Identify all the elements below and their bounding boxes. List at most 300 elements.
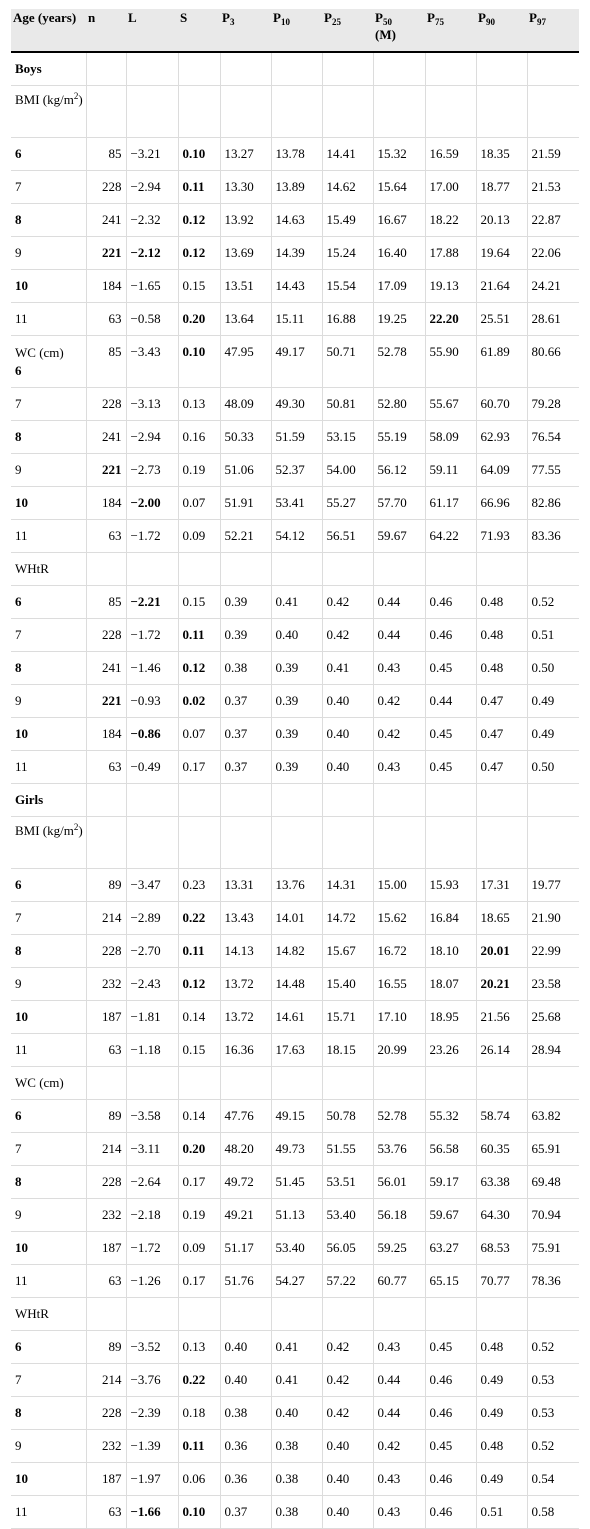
cell-p3: 49.21 <box>220 1198 271 1231</box>
cell-n: 63 <box>86 750 126 783</box>
cell-l: −2.70 <box>126 934 178 967</box>
cell-p25: 53.40 <box>322 1198 373 1231</box>
empty-cell <box>527 783 579 816</box>
cell-s: 0.17 <box>178 750 220 783</box>
cell-n: 89 <box>86 1099 126 1132</box>
cell-p75: 18.22 <box>425 203 476 236</box>
cell-n: 241 <box>86 651 126 684</box>
cell-l: −2.43 <box>126 967 178 1000</box>
cell-l: −1.66 <box>126 1495 178 1528</box>
empty-cell <box>86 783 126 816</box>
cell-l: −2.39 <box>126 1396 178 1429</box>
table-row <box>11 1165 579 1198</box>
cell-p90: 26.14 <box>476 1033 527 1066</box>
cell-p10: 0.39 <box>271 750 322 783</box>
cell-n: 89 <box>86 1330 126 1363</box>
cell-p90: 18.35 <box>476 137 527 170</box>
cell-p97: 0.54 <box>527 1462 579 1495</box>
empty-cell <box>322 552 373 585</box>
cell-p3: 13.72 <box>220 967 271 1000</box>
cell-p90: 68.53 <box>476 1231 527 1264</box>
cell-p25: 15.40 <box>322 967 373 1000</box>
cell-p3: 51.17 <box>220 1231 271 1264</box>
empty-cell <box>220 816 271 868</box>
cell-n: 228 <box>86 1396 126 1429</box>
cell-p25: 0.41 <box>322 651 373 684</box>
cell-s: 0.20 <box>178 302 220 335</box>
cell-p10: 0.41 <box>271 1330 322 1363</box>
cell-p97: 28.94 <box>527 1033 579 1066</box>
empty-cell <box>86 52 126 85</box>
cell-s: 0.20 <box>178 1132 220 1165</box>
cell-l: −2.18 <box>126 1198 178 1231</box>
age-cell: 8 <box>11 203 86 236</box>
cell-p75: 0.45 <box>425 651 476 684</box>
measure-label: BMI $(kg/m^2)$ <box>11 85 86 137</box>
cell-p10: 51.45 <box>271 1165 322 1198</box>
cell-n: 85 <box>86 137 126 170</box>
cell-l: −1.26 <box>126 1264 178 1297</box>
empty-cell <box>126 85 178 137</box>
cell-p90: 70.77 <box>476 1264 527 1297</box>
age-cell: 11 <box>11 1495 86 1528</box>
cell-s: 0.14 <box>178 1000 220 1033</box>
cell-p10: 0.38 <box>271 1462 322 1495</box>
cell-n: 232 <box>86 1198 126 1231</box>
cell-l: −2.00 <box>126 486 178 519</box>
cell-p90: 60.70 <box>476 387 527 420</box>
age-cell: 7 <box>11 1363 86 1396</box>
empty-cell <box>86 552 126 585</box>
cell-p75: 23.26 <box>425 1033 476 1066</box>
cell-p90: 58.74 <box>476 1099 527 1132</box>
cell-p3: 51.06 <box>220 453 271 486</box>
cell-p75: 0.44 <box>425 684 476 717</box>
table-row <box>11 1330 579 1363</box>
empty-cell <box>322 783 373 816</box>
table-row <box>11 453 579 486</box>
cell-p97: 24.21 <box>527 269 579 302</box>
cell-p90: 19.64 <box>476 236 527 269</box>
cell-p25: 15.71 <box>322 1000 373 1033</box>
cell-p97: 70.94 <box>527 1198 579 1231</box>
age-cell: 10 <box>11 717 86 750</box>
cell-l: −2.32 <box>126 203 178 236</box>
section-heading: Girls <box>11 783 86 816</box>
header-p97: $P_{97}$ <box>527 9 579 52</box>
cell-n: 228 <box>86 618 126 651</box>
empty-cell <box>220 85 271 137</box>
empty-cell <box>178 85 220 137</box>
cell-s: 0.09 <box>178 519 220 552</box>
cell-s: 0.11 <box>178 934 220 967</box>
cell-p75: 63.27 <box>425 1231 476 1264</box>
cell-s: 0.22 <box>178 1363 220 1396</box>
cell-p50: 15.64 <box>373 170 425 203</box>
cell-p50: 15.32 <box>373 137 425 170</box>
cell-p3: 13.31 <box>220 868 271 901</box>
age-cell: 8 <box>11 1396 86 1429</box>
cell-p3: 0.36 <box>220 1429 271 1462</box>
cell-p97: 82.86 <box>527 486 579 519</box>
cell-s: 0.22 <box>178 901 220 934</box>
cell-p25: 18.15 <box>322 1033 373 1066</box>
empty-cell <box>425 1066 476 1099</box>
cell-p3: 13.64 <box>220 302 271 335</box>
cell-p10: 17.63 <box>271 1033 322 1066</box>
table-row <box>11 302 579 335</box>
age-cell: 6 <box>11 868 86 901</box>
table-row <box>11 750 579 783</box>
cell-p25: 0.42 <box>322 1330 373 1363</box>
cell-p10: 49.30 <box>271 387 322 420</box>
cell-p50: 59.25 <box>373 1231 425 1264</box>
cell-s: 0.07 <box>178 717 220 750</box>
cell-p25: 0.40 <box>322 750 373 783</box>
cell-p3: 49.72 <box>220 1165 271 1198</box>
cell-p10: 51.59 <box>271 420 322 453</box>
cell-p97: 23.58 <box>527 967 579 1000</box>
empty-cell <box>86 816 126 868</box>
table-row <box>11 236 579 269</box>
empty-cell <box>322 816 373 868</box>
cell-p10: 54.12 <box>271 519 322 552</box>
cell-s: 0.10 <box>178 1495 220 1528</box>
cell-p90: 60.35 <box>476 1132 527 1165</box>
empty-cell <box>178 1066 220 1099</box>
cell-n: 89 <box>86 868 126 901</box>
cell-p75: 0.46 <box>425 1495 476 1528</box>
cell-s: 0.11 <box>178 170 220 203</box>
empty-cell <box>425 552 476 585</box>
cell-p75: 0.45 <box>425 1330 476 1363</box>
cell-p90: 0.49 <box>476 1396 527 1429</box>
cell-p75: 18.10 <box>425 934 476 967</box>
header-L: L <box>126 9 178 52</box>
cell-p10: 53.40 <box>271 1231 322 1264</box>
cell-p90: 63.38 <box>476 1165 527 1198</box>
cell-l: −0.49 <box>126 750 178 783</box>
cell-n: 228 <box>86 387 126 420</box>
cell-p10: 0.40 <box>271 1396 322 1429</box>
cell-p97: 80.66 <box>527 335 579 387</box>
table-row <box>11 651 579 684</box>
cell-p3: 48.09 <box>220 387 271 420</box>
table-row <box>11 1429 579 1462</box>
empty-cell <box>476 783 527 816</box>
cell-l: −3.76 <box>126 1363 178 1396</box>
cell-p50: 59.67 <box>373 519 425 552</box>
cell-p97: 65.91 <box>527 1132 579 1165</box>
cell-p75: 0.45 <box>425 717 476 750</box>
bmi-label-row <box>11 85 579 137</box>
cell-p10: 15.11 <box>271 302 322 335</box>
empty-cell <box>220 1066 271 1099</box>
empty-cell <box>126 1297 178 1330</box>
measure-label: WHtR <box>11 1297 86 1330</box>
cell-p75: 59.67 <box>425 1198 476 1231</box>
cell-p50: 16.55 <box>373 967 425 1000</box>
empty-cell <box>373 1066 425 1099</box>
cell-p25: 0.40 <box>322 1429 373 1462</box>
cell-p10: 13.89 <box>271 170 322 203</box>
age-cell: 11 <box>11 750 86 783</box>
cell-p97: 0.49 <box>527 717 579 750</box>
cell-l: −2.94 <box>126 420 178 453</box>
table-row <box>11 967 579 1000</box>
table-row <box>11 901 579 934</box>
cell-s: 0.16 <box>178 420 220 453</box>
age-cell: 7 <box>11 387 86 420</box>
cell-p97: 69.48 <box>527 1165 579 1198</box>
cell-p50: 0.43 <box>373 1330 425 1363</box>
cell-p50: 56.01 <box>373 1165 425 1198</box>
empty-cell <box>322 85 373 137</box>
cell-p25: 16.88 <box>322 302 373 335</box>
table-row <box>11 203 579 236</box>
cell-p10: 0.38 <box>271 1429 322 1462</box>
cell-s: 0.23 <box>178 868 220 901</box>
cell-p90: 20.21 <box>476 967 527 1000</box>
cell-p75: 0.46 <box>425 1363 476 1396</box>
cell-s: 0.19 <box>178 1198 220 1231</box>
cell-p50: 0.42 <box>373 1429 425 1462</box>
table-row <box>11 137 579 170</box>
table-row <box>11 868 579 901</box>
cell-p50: 57.70 <box>373 486 425 519</box>
empty-cell <box>476 1297 527 1330</box>
cell-p97: 0.50 <box>527 750 579 783</box>
cell-p75: 56.58 <box>425 1132 476 1165</box>
cell-p10: 14.39 <box>271 236 322 269</box>
table-row <box>11 486 579 519</box>
cell-n: 214 <box>86 901 126 934</box>
cell-p25: 15.67 <box>322 934 373 967</box>
cell-p97: 75.91 <box>527 1231 579 1264</box>
cell-p25: 50.81 <box>322 387 373 420</box>
table-row <box>11 1462 579 1495</box>
age-cell: 9 <box>11 236 86 269</box>
cell-p25: 14.72 <box>322 901 373 934</box>
cell-s: 0.12 <box>178 236 220 269</box>
cell-p90: 17.31 <box>476 868 527 901</box>
cell-p10: 49.15 <box>271 1099 322 1132</box>
cell-p10: 52.37 <box>271 453 322 486</box>
cell-n: 187 <box>86 1462 126 1495</box>
cell-p10: 13.76 <box>271 868 322 901</box>
age-cell: 9 <box>11 684 86 717</box>
cell-n: 221 <box>86 236 126 269</box>
cell-n: 221 <box>86 453 126 486</box>
bmi-label-row <box>11 816 579 868</box>
cell-l: −3.58 <box>126 1099 178 1132</box>
cell-s: 0.02 <box>178 684 220 717</box>
cell-p50: 15.00 <box>373 868 425 901</box>
cell-l: −2.94 <box>126 170 178 203</box>
cell-p25: 56.51 <box>322 519 373 552</box>
empty-cell <box>373 816 425 868</box>
cell-p50: 0.43 <box>373 651 425 684</box>
empty-cell <box>373 552 425 585</box>
empty-cell <box>527 552 579 585</box>
cell-n: 184 <box>86 717 126 750</box>
cell-p25: 15.49 <box>322 203 373 236</box>
cell-n: 187 <box>86 1000 126 1033</box>
cell-p50: 19.25 <box>373 302 425 335</box>
cell-p25: 0.40 <box>322 1495 373 1528</box>
cell-p3: 0.37 <box>220 684 271 717</box>
cell-p50: 60.77 <box>373 1264 425 1297</box>
cell-p75: 61.17 <box>425 486 476 519</box>
empty-cell <box>271 85 322 137</box>
cell-p10: 0.41 <box>271 1363 322 1396</box>
cell-l: −1.97 <box>126 1462 178 1495</box>
cell-p75: 59.11 <box>425 453 476 486</box>
table-row <box>11 684 579 717</box>
cell-l: −0.86 <box>126 717 178 750</box>
cell-p75: 0.46 <box>425 585 476 618</box>
age-cell: 8 <box>11 934 86 967</box>
cell-p90: 18.65 <box>476 901 527 934</box>
age-cell: 10 <box>11 1462 86 1495</box>
cell-p90: 18.77 <box>476 170 527 203</box>
cell-p25: 55.27 <box>322 486 373 519</box>
cell-p25: 54.00 <box>322 453 373 486</box>
cell-s: 0.19 <box>178 453 220 486</box>
cell-p3: 0.38 <box>220 1396 271 1429</box>
age-cell: 11 <box>11 519 86 552</box>
cell-p25: 56.05 <box>322 1231 373 1264</box>
cell-n: 85 <box>86 585 126 618</box>
cell-p10: 0.39 <box>271 717 322 750</box>
cell-p3: 13.72 <box>220 1000 271 1033</box>
cell-p90: 20.13 <box>476 203 527 236</box>
cell-p97: 22.87 <box>527 203 579 236</box>
age-cell: 8 <box>11 420 86 453</box>
cell-p50: 0.43 <box>373 1462 425 1495</box>
empty-cell <box>476 1066 527 1099</box>
table-row <box>11 1264 579 1297</box>
cell-p3: 48.20 <box>220 1132 271 1165</box>
cell-p25: 15.24 <box>322 236 373 269</box>
cell-p25: 14.41 <box>322 137 373 170</box>
empty-cell <box>178 1297 220 1330</box>
cell-p90: 0.48 <box>476 651 527 684</box>
cell-s: 0.10 <box>178 137 220 170</box>
whtr-label-row <box>11 1297 579 1330</box>
cell-p50: 56.12 <box>373 453 425 486</box>
cell-p97: 21.59 <box>527 137 579 170</box>
cell-p90: 0.49 <box>476 1462 527 1495</box>
cell-p50: 15.62 <box>373 901 425 934</box>
table-row <box>11 519 579 552</box>
empty-cell <box>425 52 476 85</box>
empty-cell <box>220 52 271 85</box>
cell-p75: 15.93 <box>425 868 476 901</box>
cell-p10: 14.43 <box>271 269 322 302</box>
cell-p90: 0.48 <box>476 1330 527 1363</box>
cell-n: 241 <box>86 420 126 453</box>
cell-p3: 13.30 <box>220 170 271 203</box>
empty-cell <box>220 1297 271 1330</box>
cell-p25: 14.31 <box>322 868 373 901</box>
cell-p97: 22.99 <box>527 934 579 967</box>
empty-cell <box>126 783 178 816</box>
empty-cell <box>178 816 220 868</box>
cell-p97: 0.52 <box>527 1429 579 1462</box>
cell-p10: 51.13 <box>271 1198 322 1231</box>
cell-p50: 0.44 <box>373 618 425 651</box>
age-cell: 7 <box>11 901 86 934</box>
cell-s: 0.11 <box>178 618 220 651</box>
cell-p90: 64.30 <box>476 1198 527 1231</box>
cell-p97: 77.55 <box>527 453 579 486</box>
cell-p50: 55.19 <box>373 420 425 453</box>
cell-p97: 78.36 <box>527 1264 579 1297</box>
table-row <box>11 618 579 651</box>
cell-p10: 0.38 <box>271 1495 322 1528</box>
cell-p90: 71.93 <box>476 519 527 552</box>
cell-p75: 55.32 <box>425 1099 476 1132</box>
cell-p25: 0.42 <box>322 618 373 651</box>
boys-section-row <box>11 52 579 85</box>
measure-label: WC (cm) <box>15 344 64 360</box>
cell-p75: 18.07 <box>425 967 476 1000</box>
girls-section-row <box>11 783 579 816</box>
cell-l: −3.11 <box>126 1132 178 1165</box>
cell-n: 63 <box>86 519 126 552</box>
cell-p50: 16.40 <box>373 236 425 269</box>
empty-cell <box>476 552 527 585</box>
header-p25: $P_{25}$ <box>322 9 373 52</box>
cell-p50: 56.18 <box>373 1198 425 1231</box>
cell-p97: 19.77 <box>527 868 579 901</box>
cell-p97: 0.58 <box>527 1495 579 1528</box>
cell-p75: 0.46 <box>425 618 476 651</box>
table-row <box>11 170 579 203</box>
cell-n: 221 <box>86 684 126 717</box>
cell-s: 0.12 <box>178 651 220 684</box>
cell-s: 0.10 <box>178 335 220 387</box>
cell-p3: 0.40 <box>220 1330 271 1363</box>
age-cell: 6 <box>11 585 86 618</box>
table-row <box>11 717 579 750</box>
cell-p97: 63.82 <box>527 1099 579 1132</box>
empty-cell <box>425 783 476 816</box>
cell-s: 0.09 <box>178 1231 220 1264</box>
cell-p3: 0.39 <box>220 585 271 618</box>
cell-p10: 0.39 <box>271 651 322 684</box>
empty-cell <box>271 783 322 816</box>
table-row <box>11 420 579 453</box>
cell-p10: 49.73 <box>271 1132 322 1165</box>
cell-n: 228 <box>86 170 126 203</box>
age-cell: 6 <box>11 137 86 170</box>
cell-p97: 0.53 <box>527 1363 579 1396</box>
cell-p97: 21.53 <box>527 170 579 203</box>
age-cell: 10 <box>11 269 86 302</box>
cell-p25: 51.55 <box>322 1132 373 1165</box>
cell-p90: 61.89 <box>476 335 527 387</box>
cell-n: 232 <box>86 967 126 1000</box>
age-cell: 7 <box>11 170 86 203</box>
cell-p50: 0.43 <box>373 1495 425 1528</box>
cell-p10: 14.61 <box>271 1000 322 1033</box>
empty-cell <box>220 783 271 816</box>
cell-p75: 19.13 <box>425 269 476 302</box>
cell-p97: 0.52 <box>527 1330 579 1363</box>
empty-cell <box>373 52 425 85</box>
